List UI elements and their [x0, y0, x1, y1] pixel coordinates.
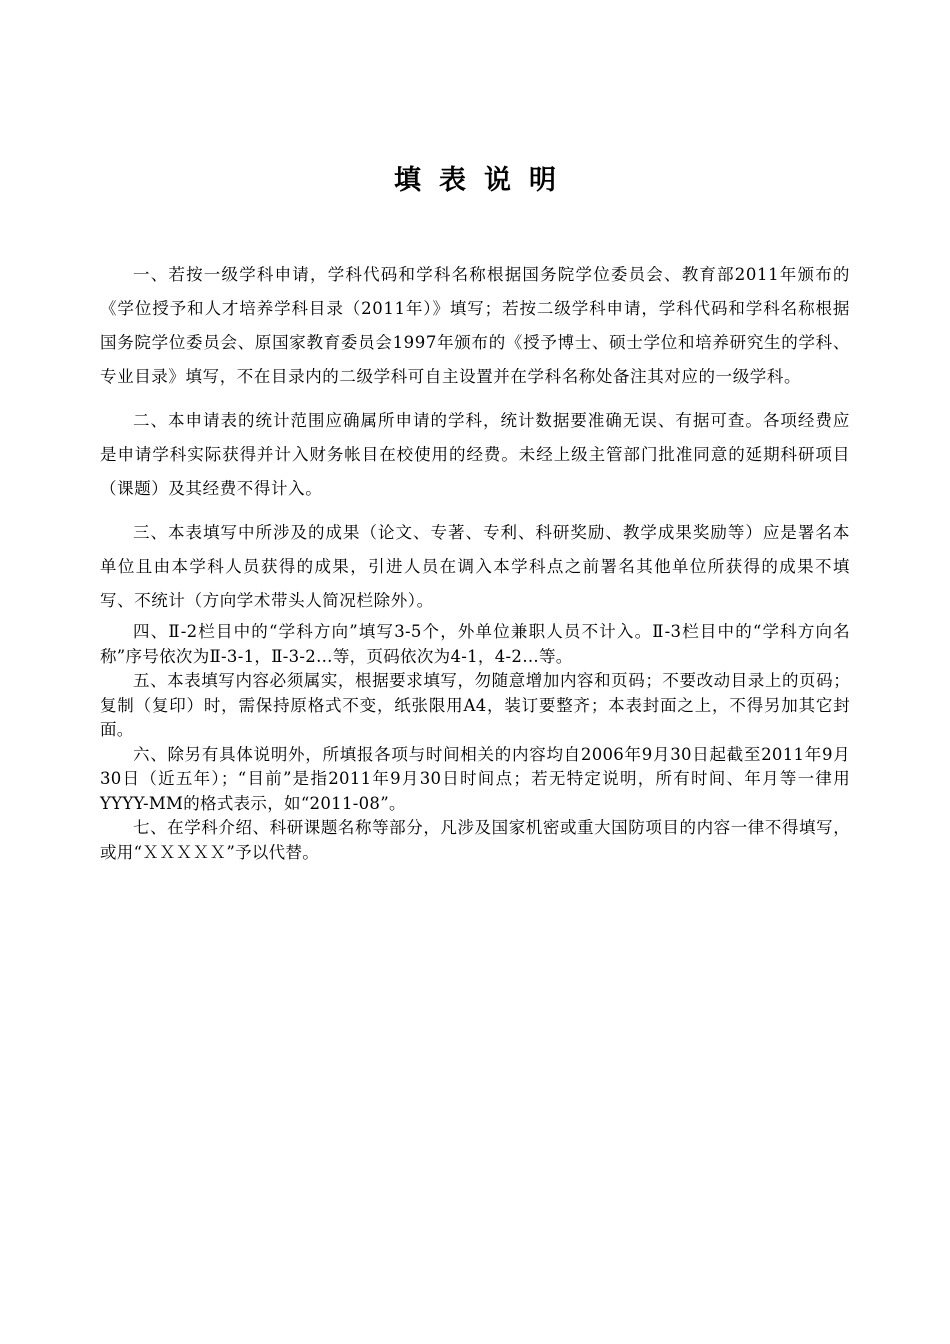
instruction-paragraph-5: 五、本表填写内容必须属实，根据要求填写，勿随意增加内容和页码；不要改动目录上的页码；复制（复印）时，需保持原格式不变，纸张限用A4，装订要整齐；本表封面之上，不得另加其它封面。 [100, 671, 850, 739]
instruction-paragraph-4: 四、Ⅱ-2栏目中的“学科方向”填写3-5个，外单位兼职人员不计入。Ⅱ-3栏目中的“学科方向名称”序号依次为Ⅱ-3-1，Ⅱ-3-2…等，页码依次为4-1，4-2…等。 [100, 622, 850, 666]
instruction-paragraph-2: 二、本申请表的统计范围应确属所申请的学科，统计数据要准确无误、有据可查。各项经费应是申请学科实际获得并计入财务帐目在校使用的经费。未经上级主管部门批准同意的延期科研项目（课题）及其经费不得计入。 [100, 411, 850, 498]
instruction-paragraph-6: 六、除另有具体说明外，所填报各项与时间相关的内容均自2006年9月30日起截至2011年9月30日（近五年）；“目前”是指2011年9月30日时间点；若无特定说明，所有时间、年月等一律用YYYY-MM的格式表示，如“2011-08”。 [100, 744, 850, 813]
instruction-paragraph-3: 三、本表填写中所涉及的成果（论文、专著、专利、科研奖励、教学成果奖励等）应是署名本单位且由本学科人员获得的成果，引进人员在调入本学科点之前署名其他单位所获得的成果不填写、不统计（方向学术带头人简况栏除外）。 [100, 523, 850, 610]
instruction-paragraph-7: 七、在学科介绍、科研课题名称等部分，凡涉及国家机密或重大国防项目的内容一律不得填写，或用“ＸＸＸＸＸ”予以代替。 [100, 818, 850, 862]
page-title: 填表说明 [394, 165, 574, 196]
instruction-paragraph-1: 一、若按一级学科申请，学科代码和学科名称根据国务院学位委员会、教育部2011年颁布的《学位授予和人才培养学科目录（2011年）》填写；若按二级学科申请，学科代码和学科名称根据国务院学位委员会、原国家教育委员会1997年颁布的《授予博士、硕士学位和培养研究生的学科、专业目录》填写，不在目录内的二级学科可自主设置并在学科名称处备注其对应的一级学科。 [100, 265, 850, 386]
instructions-body [100, 258, 850, 865]
